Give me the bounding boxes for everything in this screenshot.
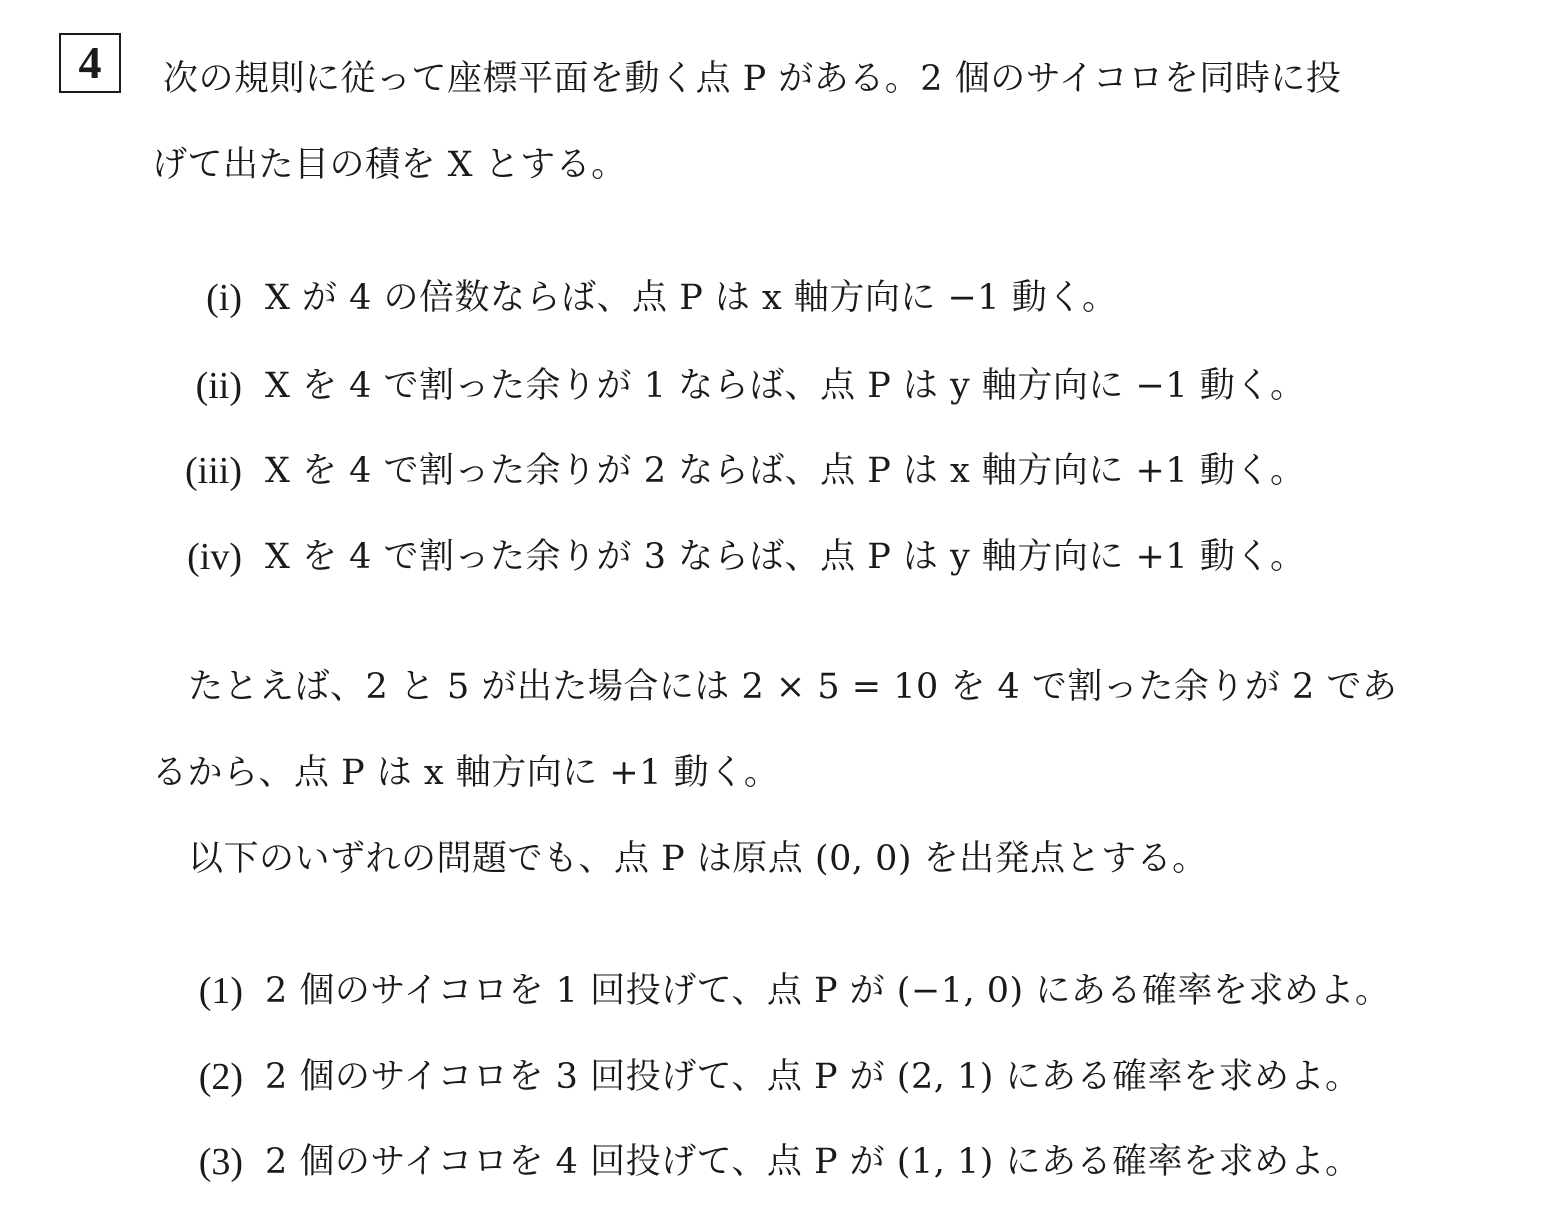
example-line-1: たとえば、2 と 5 が出た場合には 2 × 5 = 10 を 4 で割った余りが 2 であ — [188, 667, 1398, 707]
intro-line-1: 次の規則に従って座標平面を動く点 P がある。2 個のサイコロを同時に投 — [163, 59, 1342, 99]
problem-number-box — [59, 33, 121, 93]
rule-label-ii: (ii) — [195, 365, 242, 407]
question-text-1: 2 個のサイコロを 1 回投げて、点 P が (−1, 0) にある確率を求めよ。 — [265, 971, 1391, 1011]
question-label-2: (2) — [198, 1056, 243, 1098]
question-text-3: 2 個のサイコロを 4 回投げて、点 P が (1, 1) にある確率を求めよ。 — [265, 1142, 1361, 1182]
rule-label-i: (i) — [206, 277, 242, 319]
rule-label-iii: (iii) — [185, 450, 242, 492]
rule-text-iv: X を 4 で割った余りが 3 ならば、点 P は y 軸方向に +1 動く。 — [265, 537, 1306, 577]
problem-number: 4 — [78, 37, 102, 88]
question-text-2: 2 個のサイコロを 3 回投げて、点 P が (2, 1) にある確率を求めよ。 — [265, 1057, 1361, 1097]
rule-text-i: X が 4 の倍数ならば、点 P は x 軸方向に −1 動く。 — [265, 278, 1118, 318]
intro-line-2: げて出た目の積を X とする。 — [152, 145, 627, 185]
example-line-2: るから、点 P は x 軸方向に +1 動く。 — [152, 753, 780, 793]
example-line-3: 以下のいずれの問題でも、点 P は原点 (0, 0) を出発点とする。 — [188, 839, 1208, 879]
rule-text-ii: X を 4 で割った余りが 1 ならば、点 P は y 軸方向に −1 動く。 — [265, 366, 1306, 406]
question-label-1: (1) — [198, 970, 243, 1012]
question-label-3: (3) — [198, 1141, 243, 1183]
rule-label-iv: (iv) — [187, 536, 242, 578]
rule-text-iii: X を 4 で割った余りが 2 ならば、点 P は x 軸方向に +1 動く。 — [265, 451, 1306, 491]
